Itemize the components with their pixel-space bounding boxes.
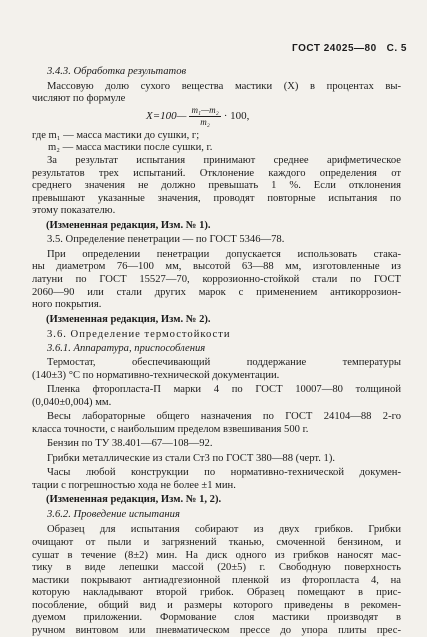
text-line: дуемом приложении. Формование слоя мастики производят в [32,612,401,624]
text-line: ны диаметром 76—100 мм, высотой 63—88 мм, изготовленные из [32,261,401,273]
text-line: которую накладывают второй грибок. Образец помещают в прис- [32,587,401,599]
text-line: пособление, общий вид и размеры которого приведены в рекомен- [32,599,401,611]
text-line: тации с погрешностью хода не более ±1 мин. [32,479,236,491]
text-line: ручном винтовом или пневматическом прессе до упора плиты прес- [32,625,401,636]
text-line: превышают указанные значения, проводят повторные испытания по [32,192,401,204]
text-line: числяют по формуле [32,93,126,105]
formula: X=100— $\frac{\text{m₁—m₂}}{\text{m₂}}$ · 100, [146,104,250,127]
text-line: среднего значения не должно превышать 1 %. Если отклонения [32,180,401,192]
text-line: 2060—90 или стали других марок с применением антикоррозион- [32,286,401,298]
page-header [292,43,407,54]
page-number: С. 5 [386,43,407,54]
text-line: За результат испытания принимают среднее арифметическое [47,154,401,166]
section-heading: 3.6. Определение термостойкости [47,329,231,341]
text-line: сушат в течение (8±2) мин. На диск одного из грибков наносят мас- [32,549,401,561]
revision-note: (Измененная редакция, Изм. № 2). [46,313,211,325]
text-line: Грибки металлические из стали Ст3 по ГОСТ 380—88 (черт. 1). [47,452,335,464]
text-line: Термостат, обеспечивающий поддержание температуры [47,357,401,369]
fraction: $\frac{\text{m₁—m₂}}{\text{m₂}}$ [191,104,219,127]
text-line: Массовую долю сухого вещества мастики (X) в процентах вы- [47,80,401,92]
text-line: Бензин по ТУ 38.401—67—108—92. [47,438,213,450]
subsection-heading: 3.6.2. Проведение испытания [47,508,180,520]
text-line: m₂ — масса мастики после сушки, г. [48,142,213,154]
text-line: латуни по ГОСТ 15527—70, коррозионно-стойкой стали по ГОСТ [32,273,401,285]
text-line: результатов трех испытаний. Отклонение каждого определения от [32,167,401,179]
text-line: Часы любой конструкции по нормативно-технической докумен- [47,467,401,479]
subsection-heading: 3.6.1. Аппаратура, приспособления [47,342,206,354]
text-line: этому показателю. [32,205,116,217]
text-line: ного покрытия. [32,299,102,311]
revision-note: (Измененная редакция, Изм. № 1). [46,219,211,231]
section-heading: 3.4.3. Обработка результатов [47,66,187,77]
text-line: очищают от пыли и загрязнений тканью, смоченной бензином, и [32,536,401,548]
text-line: мастики покрывают антиадгезионной пленкой из фторопласта 4, на [32,574,401,586]
text-line: (140±3) °С по нормативно-технической документации. [32,369,280,381]
text-line: При определении пенетрации допускается использовать стака- [47,248,401,260]
text-line: Образец для испытания собирают из двух грибков. Грибки [47,524,401,536]
text-line: 3.5. Определение пенетрации — по ГОСТ 5346—78. [47,234,285,246]
text-line: Весы лабораторные общего назначения по ГОСТ 24104—88 2-го [47,411,401,423]
text-line: класса точности, с наибольшим пределом взвешивания 500 г. [32,423,309,435]
revision-note: (Измененная редакция, Изм. № 1, 2). [46,494,222,506]
standard-number: ГОСТ 24025—80 [292,43,377,54]
text-line: тику в виде лепешки массой (20±5) г. Свободную поверхность [32,562,401,574]
text-line: Пленка фторопласта-П марки 4 по ГОСТ 10007—80 толщиной [47,384,401,396]
text-line: (0,040±0,004) мм. [32,396,112,408]
text-line: где m₁ — масса мастики до сушки, г; [32,129,200,141]
